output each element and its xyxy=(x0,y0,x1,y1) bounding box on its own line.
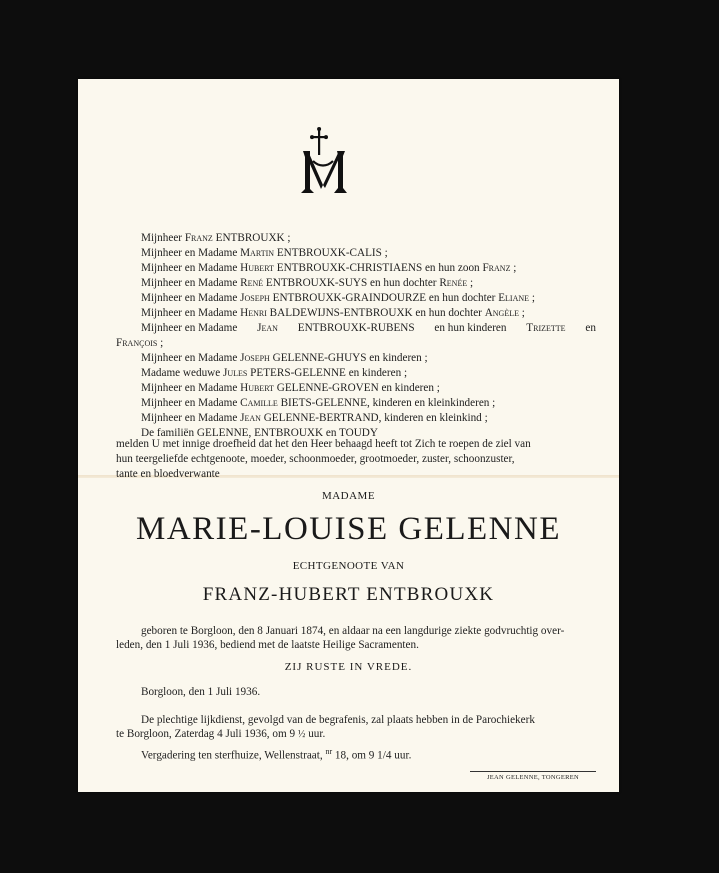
survivor-text-post2: en xyxy=(582,322,596,334)
survivor-text-post2: ; xyxy=(467,277,474,289)
marian-monogram-icon xyxy=(283,127,363,202)
survivor-text-sc: Joseph xyxy=(240,292,270,304)
printer-credit: JEAN GELENNE, TONGEREN xyxy=(470,771,596,781)
survivor-line xyxy=(141,321,596,335)
survivor-text-name: ENTBROUXK-CHRISTIAENS xyxy=(273,262,423,274)
birth-line-1: geboren te Borgloon, den 8 Januari 1874, en aldaar na een langdurige ziekte godvruchtig over- xyxy=(141,625,565,637)
survivor-text-pre: De familiën GELENNE, ENTBROUXK en TOUDY xyxy=(141,427,378,439)
survivor-text-post: , kinderen en kleinkind ; xyxy=(378,412,488,424)
survivor-text-sc: Martin xyxy=(240,247,275,259)
place-date: Borgloon, den 1 Juli 1936. xyxy=(141,686,261,698)
survivor-text-sc2: Eliane xyxy=(498,292,530,304)
survivor-text-pre: Mijnheer en Madame xyxy=(141,352,241,364)
survivor-text-post: en hun kinderen xyxy=(431,322,510,334)
funeral-line-1: De plechtige lijkdienst, gevolgd van de begrafenis, zal plaats hebben in de Parochiekerk xyxy=(141,714,535,726)
survivor-line xyxy=(116,336,163,350)
survivor-line xyxy=(141,246,388,260)
survivor-text-name: GELENNE-GHUYS xyxy=(269,352,367,364)
survivor-text-pre: Mijnheer en Madame xyxy=(141,397,241,409)
survivor-text-sc: Henri xyxy=(240,307,267,319)
survivor-text-pre: Mijnheer xyxy=(141,232,185,244)
survivor-text-name: GELENNE-BERTRAND xyxy=(260,412,379,424)
survivor-text-post: , kinderen en kleinkinderen ; xyxy=(366,397,496,409)
announce-line-3: tante en bloedverwante xyxy=(116,468,220,480)
survivor-text-post: en hun dochter xyxy=(412,307,485,319)
survivor-text-post2: ; xyxy=(518,307,525,319)
survivor-text-post: en hun zoon xyxy=(422,262,483,274)
survivor-text-post2: ; xyxy=(510,262,517,274)
survivor-text-post2: ; xyxy=(529,292,535,304)
survivor-text-pre: Mijnheer en Madame xyxy=(141,247,241,259)
survivor-text-name: GELENNE-GROVEN xyxy=(273,382,379,394)
survivor-text-sc: Hubert xyxy=(240,382,274,394)
survivor-line xyxy=(141,381,440,395)
survivor-text-post: ; xyxy=(381,247,388,259)
survivor-text-pre: Mijnheer en Madame xyxy=(141,277,241,289)
survivor-text-sc: Hubert xyxy=(240,262,274,274)
death-notice-card xyxy=(78,79,619,792)
announce-line-2: hun teergeliefde echtgenoote, moeder, schoonmoeder, grootmoeder, zuster, schoonzuster, xyxy=(116,453,515,465)
survivor-text-post: en kinderen ; xyxy=(345,367,408,379)
survivor-text-sc: Camille xyxy=(240,397,278,409)
survivor-text-sc2: Angèle xyxy=(484,307,519,319)
survivor-text-sc2: Franz xyxy=(482,262,511,274)
survivor-text-name: ENTBROUXK-GRAINDOURZE xyxy=(269,292,427,304)
survivor-text-sc: René xyxy=(240,277,264,289)
survivor-text-name: ENTBROUXK-CALIS xyxy=(274,247,382,259)
survivor-text-name: PETERS-GELENNE xyxy=(247,367,346,379)
survivor-line xyxy=(141,351,428,365)
survivor-line xyxy=(141,261,516,275)
survivor-line xyxy=(141,291,535,305)
survivor-text-pre: Mijnheer en Madame xyxy=(141,307,241,319)
survivor-text-post: ; xyxy=(284,232,291,244)
survivor-text-post: en kinderen ; xyxy=(366,352,428,364)
survivor-text-name: BIETS-GELENNE xyxy=(277,397,367,409)
survivor-text-pre: Mijnheer en Madame xyxy=(141,382,241,394)
deceased-name: MARIE-LOUISE GELENNE xyxy=(135,511,562,547)
rest-in-peace: ZIJ RUSTE IN VREDE. xyxy=(284,661,413,673)
survivor-text-post: ; xyxy=(157,337,164,349)
survivor-text-name: BALDEWIJNS-ENTBROUXK xyxy=(266,307,413,319)
spouse-name: FRANZ-HUBERT ENTBROUXK xyxy=(202,584,495,605)
survivor-line xyxy=(141,411,488,425)
madame-label: MADAME xyxy=(321,490,376,502)
funeral-line-2: te Borgloon, Zaterdag 4 Juli 1936, om 9 ½ uur. xyxy=(116,728,326,740)
survivor-text-sc2: Renée xyxy=(439,277,468,289)
survivor-text-sc: François xyxy=(116,337,158,349)
survivor-text-sc: Jean xyxy=(257,322,278,334)
survivor-text-post: en hun dochter xyxy=(367,277,440,289)
survivor-line xyxy=(141,396,495,410)
survivor-text-pre: Mijnheer en Madame xyxy=(141,292,241,304)
survivor-text-pre: Mijnheer en Madame xyxy=(141,262,241,274)
survivor-text-sc: Joseph xyxy=(240,352,270,364)
spouse-label: ECHTGENOOTE VAN xyxy=(292,560,405,572)
survivor-line xyxy=(141,366,407,380)
announce-line-1: melden U met innige droefheid dat het den Heer behaagd heeft tot Zich te roepen de ziel van xyxy=(116,438,531,450)
survivor-text-pre: Mijnheer en Madame xyxy=(141,412,241,424)
survivor-text-post: en kinderen ; xyxy=(378,382,440,394)
survivor-text-name: ENTBROUXK-RUBENS xyxy=(294,322,415,334)
survivor-text-pre: Mijnheer en Madame xyxy=(141,322,241,334)
survivor-text-name: ENTBROUXK-SUYS xyxy=(263,277,368,289)
survivor-text-pre: Madame weduwe xyxy=(141,367,224,379)
survivor-line xyxy=(141,276,473,290)
survivor-text-sc: Jules xyxy=(223,367,248,379)
survivor-text-name: ENTBROUXK xyxy=(212,232,285,244)
survivor-text-sc2: Trizette xyxy=(526,322,566,334)
gathering-line: Vergadering ten sterfhuize, Wellenstraat, $^{nr}$ 18, om 9 1/4 uur. xyxy=(141,747,412,762)
survivor-line xyxy=(141,306,525,320)
survivor-line xyxy=(141,231,291,245)
survivor-text-sc: Franz xyxy=(184,232,213,244)
survivor-text-post: en hun dochter xyxy=(426,292,499,304)
survivor-text-sc: Jean xyxy=(240,412,261,424)
birth-line-2: leden, den 1 Juli 1936, bediend met de laatste Heilige Sacramenten. xyxy=(116,639,419,651)
